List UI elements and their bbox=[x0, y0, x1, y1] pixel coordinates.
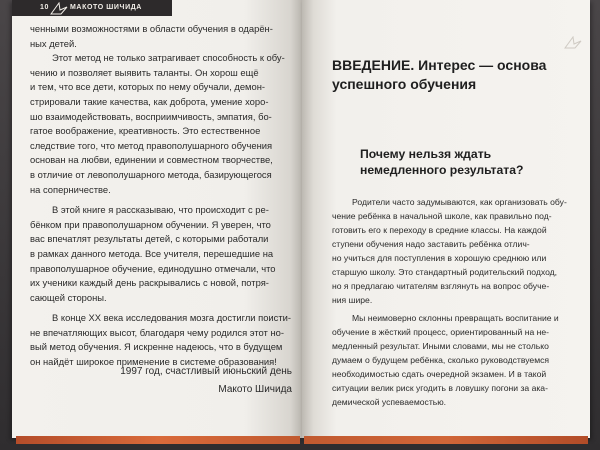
text-line: стрировали такие качества, как доброта, умение хоро- bbox=[30, 95, 269, 107]
running-header-author: МАКОТО ШИЧИДА bbox=[70, 4, 142, 11]
left-page bbox=[12, 0, 302, 438]
text-line: думаем о будущем ребёнка, сколько руководствуемся bbox=[332, 355, 550, 365]
text-line: чению и позволяет выявить таланты. Он хорош ещё bbox=[30, 66, 259, 78]
text-line: демической успеваемостью. bbox=[332, 397, 447, 407]
text-line: вый метод обучения. Я искренне надеюсь, что в будущем bbox=[30, 341, 283, 353]
text-line: основан на любви, единении и совместном творчестве, bbox=[30, 154, 273, 166]
text-line: необходимостью сдать очередной экзамен. И в такой bbox=[332, 369, 547, 379]
text-line: но я предлагаю читателям взглянуть на вопрос обуче- bbox=[332, 281, 550, 291]
text-line: ченными возможностями в области обучения в одарён- bbox=[30, 23, 273, 34]
origami-crane-icon bbox=[50, 2, 68, 16]
text-line: ситуации велик риск угодить в ловушку погони за ака- bbox=[332, 383, 548, 393]
text-line: он найдёт широкое применение в системе образования! bbox=[30, 356, 277, 368]
page-edge-right bbox=[304, 436, 588, 444]
text-line: В этой книге я рассказываю, что происходит с ре- bbox=[52, 204, 269, 216]
signature-name: Макото Шичида bbox=[218, 384, 292, 395]
text-line: старшую школу. Это стандартный родительский подход, bbox=[332, 267, 558, 277]
text-line: вас впечатлят результаты детей, с которыми работали bbox=[30, 233, 269, 245]
text-line: обучение в жёсткий процесс, ориентированный на не- bbox=[332, 327, 550, 337]
text-line: следствие того, что метод правополушарного обучения bbox=[30, 139, 273, 151]
text-line: в рамках данного метода. Все учителя, перешедшие на bbox=[30, 247, 274, 259]
right-body-text bbox=[332, 195, 580, 409]
text-line: ния шире. bbox=[332, 295, 373, 305]
text-line: но учиться для поступления в хорошую среднюю или bbox=[332, 253, 547, 263]
text-line: Мы неимоверно склонны превращать воспитание и bbox=[352, 313, 559, 323]
open-book bbox=[12, 0, 594, 446]
text-line: готовить его к переходу в средние классы. На каждой bbox=[332, 225, 547, 235]
text-line: шо взаимодействовать, восприимчивость, эмпатия, бо- bbox=[30, 110, 272, 122]
text-line: и тем, что все дети, которых по нему обучали, демон- bbox=[30, 81, 265, 93]
text-line: ступени обучения надо заставить ребёнка отлич- bbox=[332, 239, 530, 249]
text-line: сающей стороны. bbox=[30, 291, 107, 303]
left-body-text bbox=[30, 22, 292, 370]
text-line: правополушарное обучение, единодушно отмечали, что bbox=[30, 262, 276, 274]
origami-crane-icon bbox=[564, 36, 582, 50]
text-line: чение ребёнка в начальной школе, как правильно под- bbox=[332, 211, 552, 221]
right-page bbox=[302, 0, 590, 438]
running-header bbox=[12, 0, 172, 16]
text-line: на соперничестве. bbox=[30, 183, 111, 195]
text-line: Этот метод не только затрагивает способность к обу- bbox=[52, 52, 285, 64]
text-line: бёнком при правополушарном обучении. Я уверен, что bbox=[30, 218, 271, 230]
text-line: В конце XX века исследования мозга достигли поисти- bbox=[52, 312, 292, 324]
section-title: Почему нельзя ждать немедленного результата? bbox=[360, 147, 524, 177]
text-line: в отличие от левополушарного метода, базирующегося bbox=[30, 168, 272, 180]
signature-date: 1997 год, счастливый июньский день bbox=[120, 366, 292, 377]
text-line: Родители часто задумываются, как организовать обу- bbox=[352, 197, 567, 207]
text-line: гатое воображение, креативность. Это естественное bbox=[30, 125, 261, 137]
text-line: медленный результат. Иными словами, мы не столько bbox=[332, 341, 549, 351]
chapter-title: ВВЕДЕНИЕ. Интерес — основа успешного обучения bbox=[332, 57, 547, 92]
page-number: 10 bbox=[40, 4, 49, 11]
text-line: ных детей. bbox=[30, 37, 77, 49]
page-edge-left bbox=[16, 436, 300, 444]
text-line: их ученики каждый день раскрывались с новой, потря- bbox=[30, 277, 269, 289]
text-line: не впечатляющих высот, благодаря чему родился этот но- bbox=[30, 326, 284, 338]
